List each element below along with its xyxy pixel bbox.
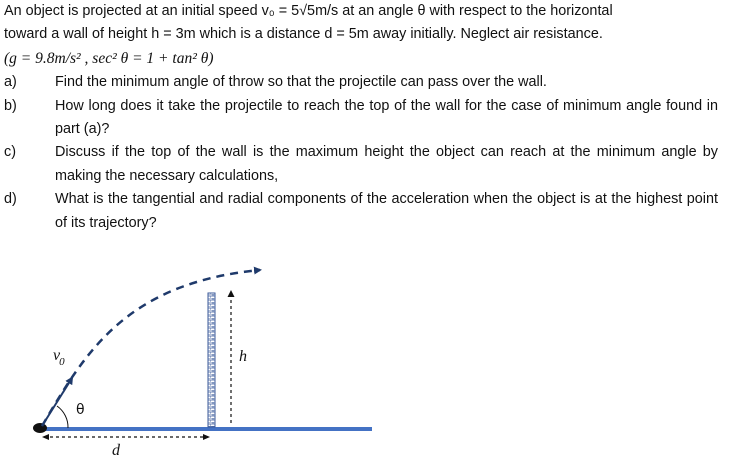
distance-label: d bbox=[112, 442, 120, 459]
question-c-letter: c) bbox=[4, 144, 16, 161]
question-b-text: How long does it take the projectile to reach the top of the wall for the case of minimum angle found in part (a)? bbox=[55, 97, 718, 138]
velocity-label-v: v bbox=[53, 347, 61, 364]
question-b-letter: b) bbox=[4, 97, 17, 114]
trajectory-path bbox=[42, 270, 260, 426]
question-a-text: Find the minimum angle of throw so that the projectile can pass over the wall. bbox=[55, 74, 547, 91]
height-label: h bbox=[239, 348, 247, 365]
question-a-letter: a) bbox=[4, 74, 17, 91]
question-list bbox=[4, 71, 718, 235]
angle-arc bbox=[57, 406, 68, 428]
angle-label: θ bbox=[76, 402, 85, 418]
distance-right-arrow-icon bbox=[203, 434, 210, 440]
question-b bbox=[4, 95, 718, 142]
projectile-diagram bbox=[30, 258, 380, 458]
question-d-text: What is the tangential and radial components of the acceleration when the object is at the highest point of its trajectory? bbox=[55, 191, 718, 231]
problem-statement bbox=[4, 0, 718, 235]
distance-left-arrow-icon bbox=[42, 434, 49, 440]
projectile-figure bbox=[30, 258, 380, 458]
question-d bbox=[4, 188, 718, 235]
intro-line-3: (g = 9.8m/s² , sec² θ = 1 + tan² θ) bbox=[4, 49, 214, 67]
question-d-letter: d) bbox=[4, 191, 17, 208]
intro-line-1: An object is projected at an initial speed v₀ = 5√5m/s at an angle θ with respect to the horizontal bbox=[4, 3, 613, 19]
velocity-label-sub: 0 bbox=[59, 356, 65, 368]
launch-point bbox=[33, 423, 47, 433]
question-c bbox=[4, 141, 718, 188]
wall bbox=[208, 293, 215, 427]
velocity-label bbox=[53, 347, 65, 368]
problem-intro bbox=[4, 0, 718, 71]
intro-line-2: toward a wall of height h = 3m which is a distance d = 5m away initially. Neglect air resistance. bbox=[4, 26, 603, 43]
question-c-text: Discuss if the top of the wall is the maximum height the object can reach at the minimum angle by making the necessary calculations, bbox=[55, 144, 718, 184]
question-a bbox=[4, 71, 718, 94]
velocity-vector bbox=[42, 378, 72, 426]
